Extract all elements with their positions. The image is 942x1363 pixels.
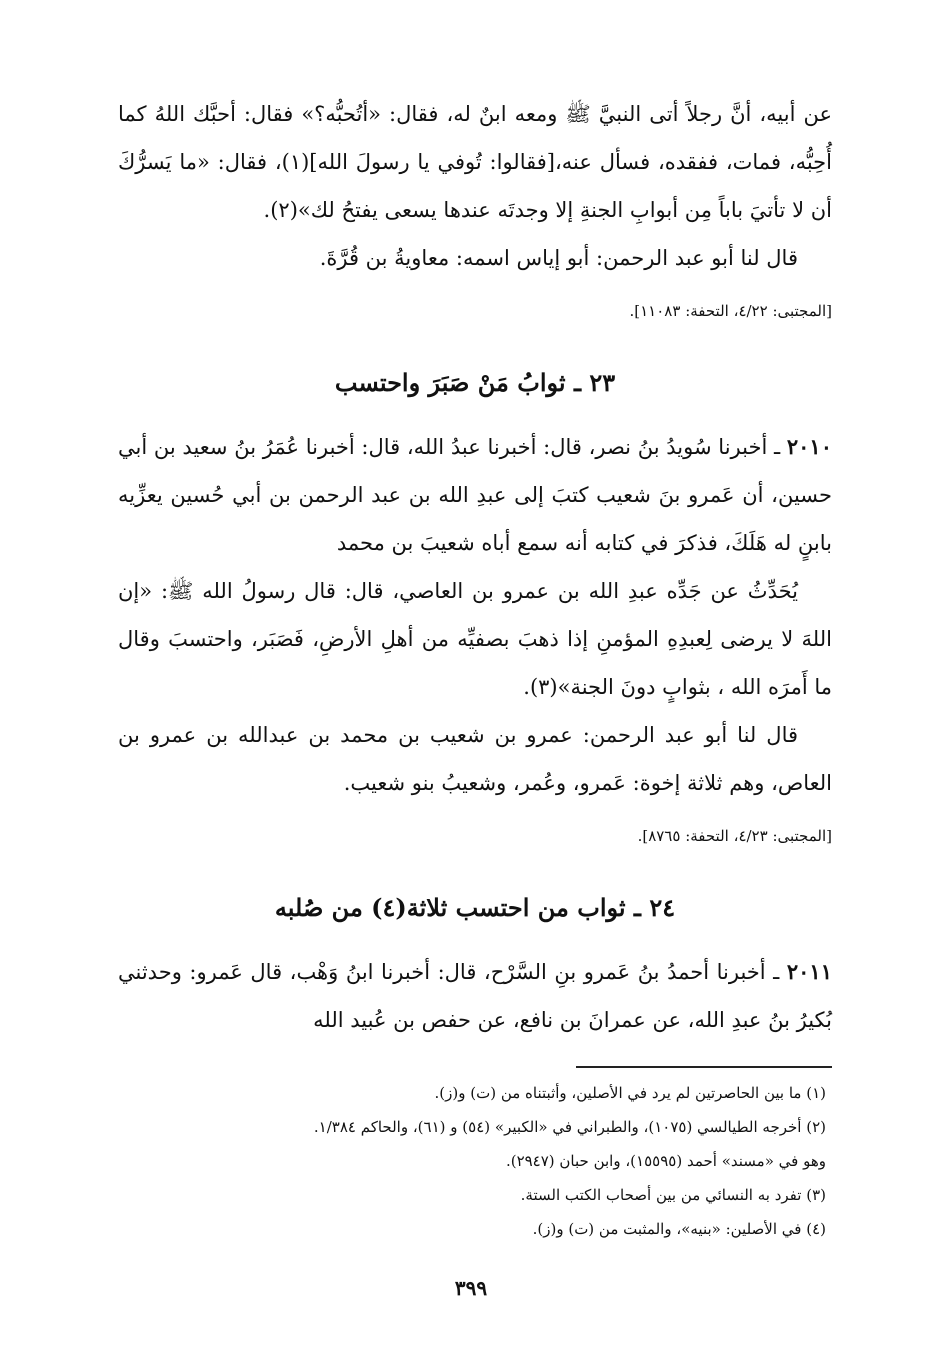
- hadith-matn: يُحَدِّثُ عن جَدِّه عبدِ الله بن عمرو بن العاصي، قال: قال رسولُ الله ﷺ: «إن اللهَ لا يرضى لِعبدِهِ المؤمنِ إذا ذهبَ بصفيِّه من أهلِ الأرضِ، فَصَبَر، واحتسبَ وقال ما أَمرَه الله ، بثوابٍ دونَ الجنة»(٣).: [118, 579, 832, 699]
- hadith-isnad: [118, 948, 832, 1044]
- footnotes: [118, 1076, 832, 1246]
- text-line: يَسرُّكَ أن لا تأتيَ باباً مِن أبوابِ الجنةِ إلا وجدتَه عندها يسعى يفتحُ لك»(٢).: [118, 150, 832, 222]
- hadith-isnad: [118, 423, 832, 567]
- footnote: (٤) في الأصلين: «بنيه»، والمثبت من (ت) و(ز).: [532, 1220, 826, 1238]
- footnote-separator: [576, 1066, 832, 1068]
- hadith-number: ٢٠١١: [786, 959, 832, 984]
- reference-citation: [المجتبى: ٤/٢٣، التحفة: ٨٧٦٥].: [637, 827, 832, 845]
- footnote: (١) ما بين الحاصرتين لم يرد في الأصلين، وأثبتناه من (ت) و(ز).: [434, 1084, 826, 1102]
- hadith-number: ٢٠١٠: [786, 434, 832, 459]
- author-note: قال لنا أبو عبد الرحمن: أبو إياس اسمه: معاويةُ بن قُرَّةَ.: [319, 246, 798, 270]
- chapter-heading-24: ٢٤ ـ ثواب من احتسب ثلاثة(٤) من صُلبه: [274, 893, 676, 922]
- footnote: وهو في «مسند» أحمد (١٥٥٩٥)، وابن حبان (٢٩٤٧).: [505, 1152, 826, 1170]
- reference-citation: [المجتبى: ٤/٢٢، التحفة: ١١٠٨٣].: [629, 302, 832, 320]
- opening-hadith-text: [118, 90, 832, 234]
- text-line: كما أُحِبُّه، فمات، ففقده، فسأل عنه،[فقالوا: تُوفي يا رسولَ الله](١)، فقال: «ما: [118, 102, 832, 174]
- page-number: ٣٩٩: [454, 1276, 488, 1300]
- chapter-heading-23: ٢٣ ـ ثوابُ مَنْ صَبَرَ واحتسب: [334, 368, 616, 397]
- author-note: قال لنا أبو عبد الرحمن: عمرو بن شعيب بن محمد بن عبدالله بن عمرو بن العاص، وهم ثلاثة إخوة: عَمرو، وعُمر، وشعيبُ بنو شعيب.: [118, 723, 832, 795]
- footnote: (٣) تفرد به النسائي من بين أصحاب الكتب الستة.: [520, 1186, 826, 1204]
- text-line: عن أبيه، أنَّ رجلاً أتى النبيَّ ﷺ ومعه ابنٌ له، فقال: «أتُحبُّه؟» فقال: أحبَّك اللهُ: [154, 102, 832, 126]
- footnote: (٢) أخرجه الطيالسي (١٠٧٥)، والطبراني في «الكبير» (٥٤) و (٦١)، والحاكم ١/٣٨٤.: [313, 1118, 826, 1136]
- isnad-text: ـ أخبرنا أحمدُ بنُ عَمرو بنِ السَّرْح، قال: أخبرنا ابنُ وَهْب، قال عَمرو: وحدثني بُكيرُ بنُ عبدِ الله، عن عمرانَ بن نافع، عن حفص بن عُبيد الله: [118, 960, 832, 1032]
- isnad-text: ـ أخبرنا سُويدُ بنُ نصر، قال: أخبرنا عبدُ الله، قال: أخبرنا عُمَرُ بنُ سعيد بن أبي حسين، أن عَمرو بنَ شعيب كتبَ إلى عبدِ الله بن عبد الرحمن بن أبي حُسين يعزِّيه بابنٍ له هَلَكَ، فذكرَ في كتابه أنه سمع أباه شعيبَ بن محمد: [118, 435, 832, 555]
